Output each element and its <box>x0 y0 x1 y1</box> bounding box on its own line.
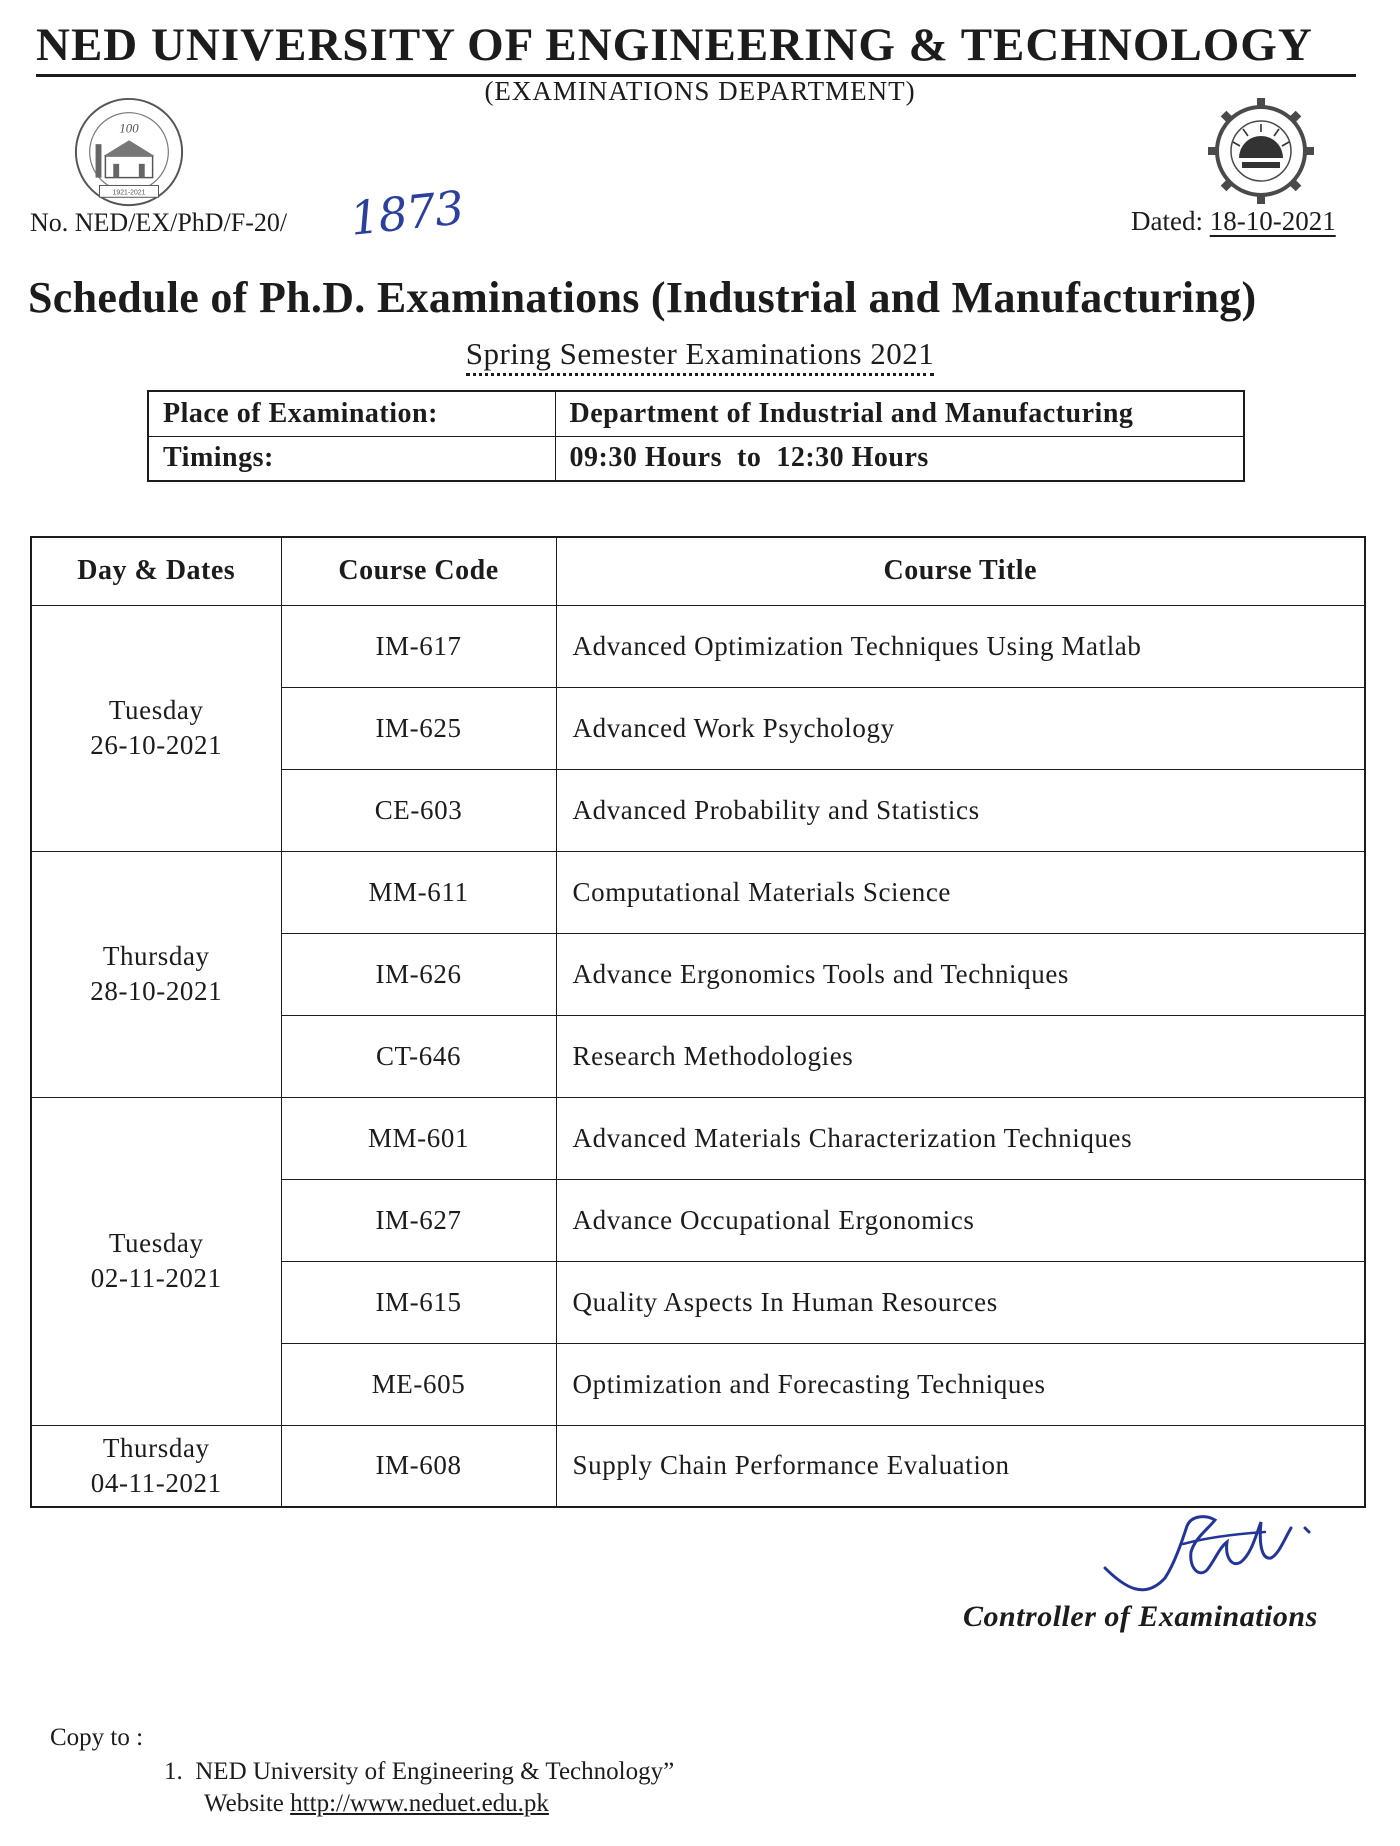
day-date-cell <box>31 605 281 851</box>
course-title: Advanced Work Psychology <box>556 687 1365 769</box>
exam-day: Thursday <box>102 941 210 971</box>
course-code: IM-627 <box>281 1179 556 1261</box>
place-label: Place of Examination: <box>148 391 555 436</box>
day-date-cell <box>31 1097 281 1425</box>
course-title: Advanced Probability and Statistics <box>556 769 1365 851</box>
course-code: IM-615 <box>281 1261 556 1343</box>
header-day-dates: Day & Dates <box>31 537 281 605</box>
course-code: CT-646 <box>281 1015 556 1097</box>
semester-subtitle <box>0 336 1400 372</box>
schedule-header-row <box>31 537 1365 605</box>
seal-years: 1921-2021 <box>112 189 146 197</box>
day-date-cell <box>31 1425 281 1507</box>
course-title: Advance Ergonomics Tools and Techniques <box>556 933 1365 1015</box>
course-title: Research Methodologies <box>556 1015 1365 1097</box>
course-title: Advanced Optimization Techniques Using Matlab <box>556 605 1365 687</box>
exam-date: 26-10-2021 <box>90 730 223 760</box>
examination-info-table <box>147 390 1245 482</box>
table-row <box>31 1097 1365 1179</box>
course-title: Advanced Materials Characterization Techniques <box>556 1097 1365 1179</box>
document-title: Schedule of Ph.D. Examinations (Industrial and Manufacturing) <box>28 273 1257 322</box>
course-code: CE-603 <box>281 769 556 851</box>
website-label: Website <box>204 1790 284 1817</box>
table-row <box>31 605 1365 687</box>
reference-number-handwritten: 1873 <box>347 180 466 246</box>
course-code: IM-617 <box>281 605 556 687</box>
course-title: Computational Materials Science <box>556 851 1365 933</box>
course-code: MM-601 <box>281 1097 556 1179</box>
university-centenary-seal-icon <box>70 95 188 213</box>
university-title: NED UNIVERSITY OF ENGINEERING & TECHNOLOGY <box>36 18 1356 77</box>
dated-label: Dated: <box>1131 206 1203 236</box>
course-code: IM-626 <box>281 933 556 1015</box>
exam-date: 28-10-2021 <box>90 976 223 1006</box>
table-row <box>31 1425 1365 1507</box>
website-link[interactable]: http://www.neduet.edu.pk <box>290 1790 549 1817</box>
signatory-title: Controller of Examinations <box>963 1600 1318 1633</box>
info-row-timings <box>148 436 1244 481</box>
course-title: Supply Chain Performance Evaluation <box>556 1425 1365 1507</box>
exam-day: Tuesday <box>108 1228 204 1258</box>
exam-date: 04-11-2021 <box>90 1467 222 1498</box>
copy-to-item: 1. NED University of Engineering & Technology” <box>164 1758 675 1785</box>
date-line <box>1131 206 1336 237</box>
seal-number: 100 <box>119 121 139 136</box>
website-line <box>204 1790 549 1818</box>
department-name: (EXAMINATIONS DEPARTMENT) <box>484 76 916 106</box>
header-course-title: Course Title <box>556 537 1365 605</box>
course-title: Advance Occupational Ergonomics <box>556 1179 1365 1261</box>
header-course-code: Course Code <box>281 537 556 605</box>
course-title: Optimization and Forecasting Techniques <box>556 1343 1365 1425</box>
exam-day: Tuesday <box>108 695 204 725</box>
exam-date: 02-11-2021 <box>90 1263 222 1293</box>
info-row-place <box>148 391 1244 436</box>
course-code: IM-608 <box>281 1425 556 1507</box>
controller-signature-icon <box>1095 1508 1345 1608</box>
course-title: Quality Aspects In Human Resources <box>556 1261 1365 1343</box>
semester-subtitle-text: Spring Semester Examinations 2021 <box>466 336 935 376</box>
timings-value: 09:30 Hours to 12:30 Hours <box>555 436 1244 481</box>
university-gear-seal-icon <box>1206 96 1316 206</box>
course-code: ME-605 <box>281 1343 556 1425</box>
dated-value: 18-10-2021 <box>1209 206 1336 236</box>
reference-number-label: No. NED/EX/PhD/F-20/ <box>30 208 288 237</box>
copy-to-label: Copy to : <box>50 1724 144 1751</box>
place-value: Department of Industrial and Manufacturing <box>555 391 1244 436</box>
day-date-cell <box>31 851 281 1097</box>
schedule-table <box>30 536 1366 1508</box>
timings-label: Timings: <box>148 436 555 481</box>
exam-day: Thursday <box>102 1432 210 1463</box>
course-code: MM-611 <box>281 851 556 933</box>
course-code: IM-625 <box>281 687 556 769</box>
table-row <box>31 851 1365 933</box>
